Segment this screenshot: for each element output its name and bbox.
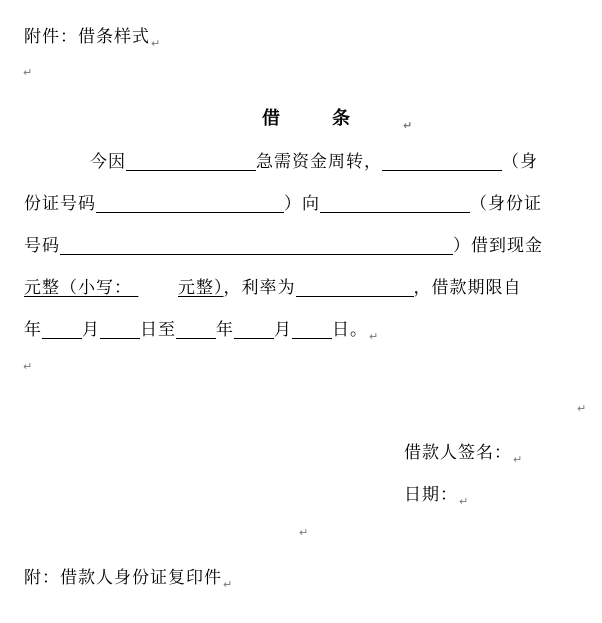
- text-amount-close: 元整）: [178, 278, 224, 298]
- text-rate-label: ，利率为: [223, 278, 296, 298]
- footer-note-text: 附：借款人身份证复印件: [24, 568, 222, 588]
- text-borrowed-cash: ）借到现金: [453, 236, 543, 256]
- text-to-label: ）向: [284, 194, 320, 214]
- text-lender-id-prefix: （身份证: [470, 194, 542, 214]
- text-purpose: 急需资金周转，: [256, 152, 382, 172]
- blank-start-month: [100, 320, 140, 339]
- paragraph-mark-icon: ↵: [23, 66, 33, 79]
- borrower-signature-label: 借款人签名：: [404, 443, 512, 463]
- body-line-1: [90, 147, 538, 172]
- body-line-5: [24, 315, 380, 343]
- signature-date-label: 日期：: [404, 485, 458, 505]
- body-line-3: [24, 231, 543, 256]
- signature-date: [404, 480, 470, 508]
- borrower-signature: [404, 438, 524, 466]
- document-title-text: 借条: [262, 108, 402, 129]
- text-day-to: 日至: [140, 320, 176, 340]
- text-term-label: ，借款期限自: [413, 278, 522, 298]
- blank-borrower-name: [382, 152, 502, 171]
- text-reason-label: 今因: [90, 152, 126, 172]
- text-id-prefix: （身: [502, 152, 538, 172]
- paragraph-mark-icon: ↵: [23, 360, 33, 373]
- paragraph-mark-icon: ↵: [403, 119, 413, 132]
- text-month: 月: [274, 320, 292, 340]
- text-month: 月: [82, 320, 100, 340]
- text-day-end: 日。: [332, 320, 368, 340]
- text-amount-label: 元整（小写：: [24, 278, 132, 298]
- blank-interest-rate: [296, 278, 414, 297]
- text-year: 年: [24, 320, 42, 340]
- document-title: [262, 104, 412, 130]
- attachment-header: [24, 22, 162, 50]
- paragraph-mark-icon: ↵: [369, 330, 380, 343]
- text-number-label: 号码: [24, 236, 60, 256]
- blank-amount-lowercase: [132, 278, 178, 298]
- paragraph-mark-icon: ↵: [577, 402, 587, 415]
- blank-end-month: [234, 320, 274, 339]
- text-id-number-label: 份证号码: [24, 194, 96, 214]
- body-line-2: [24, 189, 542, 214]
- paragraph-mark-icon: ↵: [459, 495, 470, 508]
- blank-borrower-id: [96, 194, 284, 213]
- blank-end-day: [292, 320, 332, 339]
- blank-start-year: [42, 320, 82, 339]
- blank-end-year: [176, 320, 216, 339]
- body-line-4: [24, 273, 522, 298]
- text-year: 年: [216, 320, 234, 340]
- blank-reason: [126, 152, 256, 171]
- blank-lender-id: [60, 236, 453, 255]
- paragraph-mark-icon: ↵: [223, 578, 234, 591]
- paragraph-mark-icon: ↵: [513, 453, 524, 466]
- blank-lender-name: [320, 194, 470, 213]
- paragraph-mark-icon: ↵: [299, 526, 309, 539]
- attachment-header-text: 附件：借条样式: [24, 27, 150, 47]
- footer-note: [24, 563, 234, 591]
- paragraph-mark-icon: ↵: [151, 37, 162, 50]
